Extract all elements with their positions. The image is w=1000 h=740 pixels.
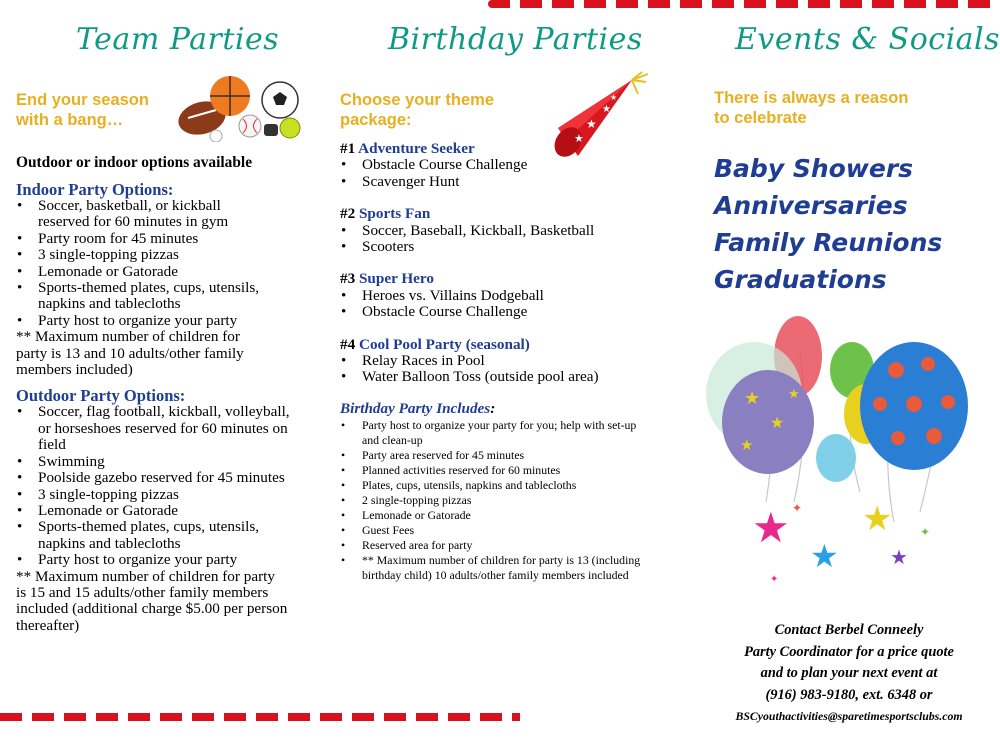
- svg-text:★: ★: [574, 133, 584, 145]
- svg-text:★: ★: [770, 415, 785, 432]
- team-intro: Outdoor or indoor options available: [16, 154, 253, 171]
- list-item: • Scooters: [340, 239, 670, 255]
- contact-block: [700, 620, 998, 728]
- indoor-heading: Indoor Party Options:: [16, 180, 174, 199]
- list-item: • Poolside gazebo reserved for 45 minutes: [16, 470, 316, 486]
- events-tagline-line-2: to celebrate: [714, 109, 807, 127]
- indoor-note: ** Maximum number of children for party is 13 and 10 adults/other family members included): [16, 328, 244, 379]
- package-heading: [340, 141, 670, 157]
- svg-text:★: ★: [862, 501, 893, 538]
- includes-heading-text: Birthday Party Includes: [340, 399, 491, 417]
- package-2: [340, 206, 670, 255]
- list-item: • 3 single-topping pizzas: [16, 487, 316, 503]
- contact-phone: (916) 983-9180, ext. 6348 or: [765, 686, 933, 703]
- package-3: [340, 271, 670, 320]
- list-item: • Party host to organize your party: [16, 552, 316, 568]
- events-list-item: Family Reunions: [714, 228, 943, 257]
- svg-text:★: ★: [810, 538, 839, 574]
- list-item: • ** Maximum number of children for party is 13 (including birthday child) 10 adults/other family members included: [340, 553, 647, 583]
- events-list-item: Anniversaries: [714, 191, 908, 220]
- svg-text:★: ★: [788, 386, 800, 401]
- list-item: • Relay Races in Pool: [340, 353, 670, 369]
- events-tagline: [714, 88, 908, 128]
- outdoor-heading: Outdoor Party Options:: [16, 386, 186, 406]
- svg-text:✦: ✦: [770, 574, 779, 585]
- team-tagline-line-2: with a bang…: [16, 111, 124, 129]
- svg-text:★: ★: [752, 506, 790, 552]
- package-number: #2: [340, 205, 356, 223]
- svg-text:★: ★: [610, 93, 618, 102]
- team-tagline-line-1: End your season: [16, 91, 149, 109]
- balloons-illustration: [700, 312, 1000, 602]
- contact-line: and to plan your next event at: [760, 665, 938, 681]
- package-heading: [340, 271, 670, 287]
- list-item: • Planned activities reserved for 60 minutes: [340, 463, 640, 478]
- team-parties-title: Team Parties: [76, 22, 280, 57]
- includes-heading: [340, 400, 670, 418]
- contact-line: Party Coordinator for a price quote: [744, 643, 954, 660]
- list-item: • 3 single-topping pizzas: [16, 247, 316, 263]
- package-items: [340, 288, 670, 321]
- top-dashed-border: [488, 0, 1000, 8]
- list-item: • Soccer, Baseball, Kickball, Basketball: [340, 223, 670, 239]
- package-4: [340, 337, 670, 386]
- package-name: Sports Fan: [358, 205, 431, 223]
- list-item: • Sports-themed plates, cups, utensils, napkins and tablecloths: [16, 280, 288, 313]
- list-item: • Party host to organize your party: [16, 313, 316, 329]
- package-heading: [340, 206, 670, 222]
- package-heading: [340, 337, 670, 353]
- svg-text:★: ★: [586, 117, 597, 131]
- events-tagline-line-1: There is always a reason: [714, 89, 909, 107]
- birthday-parties-column: [340, 141, 670, 583]
- contact-line: Contact Berbel Conneely: [774, 622, 924, 638]
- list-item: • Party host to organize your party for you; help with set-up and clean-up: [340, 418, 640, 448]
- outdoor-note: ** Maximum number of children for party is 15 and 15 adults/other family members included (additional charge $5.00 per person thereafter): [16, 567, 288, 634]
- birthday-parties-title: Birthday Parties: [388, 22, 643, 57]
- list-item: • Soccer, flag football, kickball, volleyball, or horseshoes reserved for 60 minutes on field: [16, 404, 303, 453]
- list-item: • Obstacle Course Challenge: [340, 157, 670, 173]
- sports-balls-illustration: [176, 70, 304, 142]
- list-item: • Heroes vs. Villains Dodgeball: [340, 288, 670, 304]
- team-parties-column: [16, 154, 316, 634]
- bottom-dashed-border: [0, 713, 520, 721]
- package-number: #4: [340, 335, 356, 353]
- list-item: • Plates, cups, utensils, napkins and tablecloths: [340, 478, 640, 493]
- list-item: • Party room for 45 minutes: [16, 231, 316, 247]
- svg-text:✦: ✦: [920, 525, 931, 539]
- list-item: • Lemonade or Gatorade: [340, 508, 640, 523]
- contact-email: BSCyouthactivities@sparetimesportsclubs.com: [735, 709, 963, 723]
- package-items: [340, 223, 670, 256]
- list-item: • Guest Fees: [340, 523, 640, 538]
- events-list: [714, 150, 942, 298]
- package-number: #1: [340, 140, 356, 157]
- package-name: Adventure Seeker: [358, 140, 475, 157]
- package-name: Cool Pool Party (seasonal): [358, 335, 530, 353]
- package-1: [340, 141, 670, 190]
- list-item: • Water Balloon Toss (outside pool area): [340, 369, 670, 385]
- package-number: #3: [340, 270, 356, 288]
- includes-heading-colon: :: [490, 399, 496, 417]
- birthday-tagline: [340, 90, 494, 130]
- events-list-item: Graduations: [714, 265, 887, 294]
- list-item: • Scavenger Hunt: [340, 174, 670, 190]
- list-item: • Sports-themed plates, cups, utensils, napkins and tablecloths: [16, 519, 288, 552]
- birthday-tagline-line-1: Choose your theme: [340, 91, 495, 109]
- team-tagline: [16, 90, 149, 130]
- package-name: Super Hero: [358, 270, 434, 288]
- list-item: • Soccer, basketball, or kickball reserved for 60 minutes in gym: [16, 198, 268, 231]
- includes-list: [340, 418, 640, 583]
- indoor-options-list: [16, 198, 316, 329]
- package-items: [340, 353, 670, 386]
- svg-text:★: ★: [740, 438, 754, 454]
- outdoor-options-list: [16, 404, 316, 568]
- list-item: • Lemonade or Gatorade: [16, 264, 316, 280]
- svg-text:✦: ✦: [792, 501, 803, 515]
- list-item: • Lemonade or Gatorade: [16, 503, 316, 519]
- events-list-item: Baby Showers: [714, 154, 914, 183]
- svg-text:★: ★: [890, 547, 908, 569]
- package-items: [340, 157, 670, 190]
- list-item: • Obstacle Course Challenge: [340, 304, 670, 320]
- list-item: • Party area reserved for 45 minutes: [340, 448, 640, 463]
- svg-text:★: ★: [602, 104, 611, 115]
- list-item: • Reserved area for party: [340, 538, 640, 553]
- svg-text:★: ★: [744, 388, 761, 408]
- list-item: • 2 single-topping pizzas: [340, 493, 640, 508]
- birthday-tagline-line-2: package:: [340, 111, 412, 129]
- list-item: • Swimming: [16, 454, 316, 470]
- events-socials-title: Events & Socials: [735, 22, 1000, 57]
